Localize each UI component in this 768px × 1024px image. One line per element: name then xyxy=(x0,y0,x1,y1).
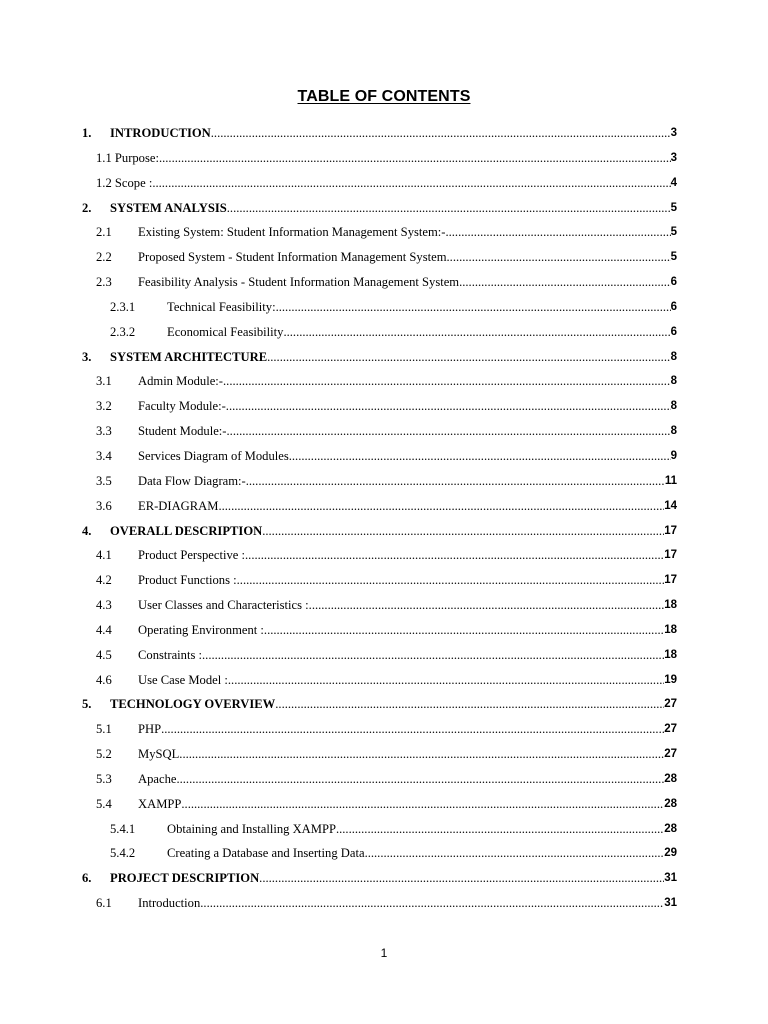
toc-entry-line xyxy=(138,891,677,916)
toc-entry-label: Existing System: Student Information Management System:- xyxy=(138,225,446,240)
toc-entry-label: Student Module:- xyxy=(138,424,227,439)
toc-entry-label: PHP xyxy=(138,722,162,737)
toc-entry-label: Constraints : xyxy=(138,647,203,662)
toc-entry-line xyxy=(138,543,677,568)
dot-leader xyxy=(276,295,671,320)
toc-entry-line xyxy=(110,519,677,544)
toc-entry-page: 17 xyxy=(664,574,677,587)
toc-entry-number: 3.4 xyxy=(96,448,112,463)
toc-entry[interactable] xyxy=(0,866,768,891)
toc-entry[interactable] xyxy=(0,668,768,693)
dot-leader xyxy=(309,593,665,618)
toc-entry-page: 19 xyxy=(664,673,677,686)
dot-leader xyxy=(161,717,664,742)
toc-entry-line xyxy=(138,593,677,618)
toc-entry-page: 9 xyxy=(670,449,677,462)
toc-entry-number: 4.2 xyxy=(96,573,112,588)
dot-leader xyxy=(237,568,665,593)
toc-entry-page: 14 xyxy=(664,499,677,512)
dot-leader xyxy=(267,345,670,370)
toc-entry[interactable] xyxy=(0,494,768,519)
toc-entry-number: 2.3 xyxy=(96,275,112,290)
toc-entry-line xyxy=(110,196,677,221)
toc-entry-line xyxy=(110,866,677,891)
toc-entry-number: 5.1 xyxy=(96,722,112,737)
page-number: 1 xyxy=(380,946,388,960)
toc-entry-label: Services Diagram of Modules xyxy=(138,448,289,463)
toc-entry-number: 4.4 xyxy=(96,622,112,637)
toc-entry-number: 3.3 xyxy=(96,424,112,439)
toc-entry-number: 4.6 xyxy=(96,672,112,687)
toc-entry[interactable] xyxy=(0,245,768,270)
toc-entry-label: Introduction xyxy=(138,896,201,911)
toc-entry-number: 4.5 xyxy=(96,647,112,662)
toc-entry-page: 6 xyxy=(670,300,677,313)
toc-entry-line xyxy=(138,220,677,245)
dot-leader xyxy=(283,320,670,345)
toc-entry-number: 2.1 xyxy=(96,225,112,240)
toc-entry-page: 28 xyxy=(664,772,677,785)
toc-entry-line xyxy=(110,692,677,717)
toc-entry[interactable] xyxy=(0,643,768,668)
toc-entry-page: 4 xyxy=(670,176,677,189)
toc-entry-label: Data Flow Diagram:- xyxy=(138,473,246,488)
toc-entry-page: 6 xyxy=(670,276,677,289)
toc-entry-page: 3 xyxy=(670,127,677,139)
toc-entry[interactable] xyxy=(0,196,768,221)
toc-entry-page: 8 xyxy=(670,375,677,388)
dot-leader xyxy=(264,618,664,643)
toc-entry[interactable] xyxy=(0,891,768,916)
toc-entry[interactable] xyxy=(0,792,768,817)
toc-entry-number: 4.1 xyxy=(96,548,112,563)
dot-leader xyxy=(259,866,664,891)
toc-entry-number: 3.1 xyxy=(96,374,112,389)
toc-entry-label: Obtaining and Installing XAMPP xyxy=(167,821,336,836)
toc-entry-line xyxy=(167,817,677,842)
toc-entry-label: MySQL xyxy=(138,747,180,762)
toc-entry[interactable] xyxy=(0,767,768,792)
dot-leader xyxy=(262,519,664,544)
toc-entry-page: 11 xyxy=(664,474,677,487)
toc-entry-line xyxy=(138,245,677,270)
toc-entry-number: 5. xyxy=(82,697,92,712)
toc-entry-line xyxy=(138,469,677,494)
toc-entry-page: 31 xyxy=(664,872,677,885)
toc-entry[interactable] xyxy=(0,817,768,842)
toc-entry-label: 1.2 Scope : xyxy=(96,175,153,190)
toc-entry-page: 27 xyxy=(664,698,677,711)
toc-entry[interactable] xyxy=(0,146,768,171)
toc-entry-number: 3.5 xyxy=(96,473,112,488)
toc-entry[interactable] xyxy=(0,593,768,618)
toc-entry-number: 1. xyxy=(82,126,92,140)
dot-leader xyxy=(226,394,671,419)
toc-entry-line xyxy=(167,295,677,320)
toc-entry-line xyxy=(167,320,677,345)
dot-leader xyxy=(275,692,664,717)
toc-entry-page: 17 xyxy=(664,549,677,562)
toc-entry-page: 8 xyxy=(670,425,677,438)
dot-leader xyxy=(246,469,665,494)
toc-entry-number: 3.6 xyxy=(96,498,112,513)
dot-leader xyxy=(176,767,664,792)
toc-entry-page: 29 xyxy=(664,847,677,860)
dot-leader xyxy=(445,220,670,245)
toc-entry-line xyxy=(138,643,677,668)
toc-entry-page: 5 xyxy=(670,226,677,239)
toc-entry-line xyxy=(96,171,677,196)
toc-entry-label: Use Case Model : xyxy=(138,672,228,687)
toc-entry-label: Creating a Database and Inserting Data xyxy=(167,846,365,861)
toc-entry-label: Operating Environment : xyxy=(138,622,264,637)
toc-entry-page: 5 xyxy=(670,251,677,264)
toc-entry-page: 28 xyxy=(664,797,677,810)
toc-entry-line xyxy=(138,444,677,469)
toc-entry-line xyxy=(110,121,677,146)
toc-entry-number: 5.4.2 xyxy=(110,846,136,861)
toc-entry-number: 5.2 xyxy=(96,747,112,762)
toc-entry[interactable] xyxy=(0,841,768,866)
toc-entry-line xyxy=(138,618,677,643)
toc-entry[interactable] xyxy=(0,469,768,494)
toc-entry[interactable] xyxy=(0,444,768,469)
toc-entry-label: Proposed System - Student Information Management System xyxy=(138,250,447,265)
toc-entry-label: Economical Feasibility xyxy=(167,324,284,339)
toc-entry-label: User Classes and Characteristics : xyxy=(138,598,309,613)
dot-leader xyxy=(152,171,670,196)
toc-entry-label: XAMPP xyxy=(138,796,182,811)
toc-entry-line xyxy=(138,717,677,742)
toc-entry[interactable] xyxy=(0,345,768,370)
toc-entry-number: 5.3 xyxy=(96,771,112,786)
toc-entry-line xyxy=(138,270,677,295)
toc-entry[interactable] xyxy=(0,320,768,345)
table-of-contents xyxy=(0,121,768,916)
toc-entry-number: 4.3 xyxy=(96,598,112,613)
toc-entry[interactable] xyxy=(0,692,768,717)
dot-leader xyxy=(218,494,664,519)
toc-entry-label: OVERALL DESCRIPTION xyxy=(110,523,263,538)
dot-leader xyxy=(245,543,664,568)
toc-entry-page: 18 xyxy=(664,623,677,636)
dot-leader xyxy=(336,817,664,842)
toc-entry-line xyxy=(138,419,677,444)
toc-entry-page: 31 xyxy=(664,897,677,910)
dot-leader xyxy=(289,444,671,469)
toc-entry[interactable] xyxy=(0,295,768,320)
toc-entry-label: PROJECT DESCRIPTION xyxy=(110,871,260,886)
toc-entry-number: 2.3.2 xyxy=(110,324,136,339)
toc-entry-page: 18 xyxy=(664,648,677,661)
toc-entry-label: SYSTEM ARCHITECTURE xyxy=(110,349,268,364)
toc-entry[interactable] xyxy=(0,543,768,568)
toc-entry-label: Faculty Module:- xyxy=(138,399,226,414)
toc-entry-page: 18 xyxy=(664,599,677,612)
toc-entry-label: Technical Feasibility: xyxy=(167,299,276,314)
toc-entry-page: 17 xyxy=(664,524,677,537)
dot-leader xyxy=(459,270,670,295)
toc-entry-number: 6. xyxy=(82,871,92,886)
dot-leader xyxy=(227,196,671,221)
toc-entry-number: 3. xyxy=(82,349,92,364)
toc-entry[interactable] xyxy=(0,742,768,767)
toc-entry-page: 3 xyxy=(670,151,677,164)
toc-entry-page: 5 xyxy=(670,201,677,214)
toc-entry-line xyxy=(138,568,677,593)
dot-leader xyxy=(447,245,671,270)
toc-entry-label: Product Perspective : xyxy=(138,548,246,563)
toc-entry-label: INTRODUCTION xyxy=(110,126,211,140)
toc-entry[interactable] xyxy=(0,519,768,544)
toc-entry[interactable] xyxy=(0,618,768,643)
toc-entry-label: Apache xyxy=(138,771,177,786)
toc-entry-line xyxy=(96,146,677,171)
toc-entry-number: 4. xyxy=(82,523,92,538)
dot-leader xyxy=(228,668,664,693)
toc-entry-line xyxy=(138,767,677,792)
toc-entry-line xyxy=(138,668,677,693)
toc-entry[interactable] xyxy=(0,394,768,419)
toc-entry-label: TECHNOLOGY OVERVIEW xyxy=(110,697,276,712)
toc-entry-line xyxy=(138,369,677,394)
toc-entry-label: ER-DIAGRAM xyxy=(138,498,219,513)
toc-entry-number: 2.2 xyxy=(96,250,112,265)
toc-entry[interactable] xyxy=(0,220,768,245)
toc-entry-line xyxy=(138,742,677,767)
toc-entry-line xyxy=(138,494,677,519)
toc-entry-line xyxy=(138,394,677,419)
toc-entry-page: 28 xyxy=(664,822,677,835)
toc-entry[interactable] xyxy=(0,717,768,742)
toc-entry-label: 1.1 Purpose: xyxy=(96,150,159,165)
toc-entry-number: 3.2 xyxy=(96,399,112,414)
toc-entry-number: 2. xyxy=(82,200,92,215)
toc-entry-line xyxy=(138,792,677,817)
dot-leader xyxy=(365,841,665,866)
toc-entry[interactable] xyxy=(0,121,768,146)
toc-entry[interactable] xyxy=(0,270,768,295)
toc-entry-number: 6.1 xyxy=(96,896,112,911)
dot-leader xyxy=(159,146,671,171)
toc-entry[interactable] xyxy=(0,171,768,196)
dot-leader xyxy=(179,742,664,767)
dot-leader xyxy=(181,792,664,817)
toc-entry-label: Feasibility Analysis - Student Information Management System xyxy=(138,275,460,290)
toc-entry[interactable] xyxy=(0,568,768,593)
dot-leader xyxy=(200,891,664,916)
toc-entry-page: 6 xyxy=(670,325,677,338)
dot-leader xyxy=(227,419,671,444)
toc-entry-label: Product Functions : xyxy=(138,573,237,588)
toc-entry-page: 8 xyxy=(670,400,677,413)
toc-entry-line xyxy=(167,841,677,866)
toc-entry-label: SYSTEM ANALYSIS xyxy=(110,200,227,215)
toc-entry-line xyxy=(110,345,677,370)
toc-entry-number: 5.4.1 xyxy=(110,821,136,836)
dot-leader xyxy=(223,369,671,394)
toc-entry-page: 27 xyxy=(664,748,677,761)
dot-leader xyxy=(202,643,664,668)
toc-entry-page: 27 xyxy=(664,723,677,736)
toc-entry-label: Admin Module:- xyxy=(138,374,224,389)
toc-entry-number: 2.3.1 xyxy=(110,299,136,314)
toc-title: TABLE OF CONTENTS xyxy=(297,88,471,105)
toc-entry[interactable] xyxy=(0,369,768,394)
toc-entry-page: 8 xyxy=(670,350,677,363)
toc-entry-number: 5.4 xyxy=(96,796,112,811)
toc-entry[interactable] xyxy=(0,419,768,444)
dot-leader xyxy=(211,121,671,146)
